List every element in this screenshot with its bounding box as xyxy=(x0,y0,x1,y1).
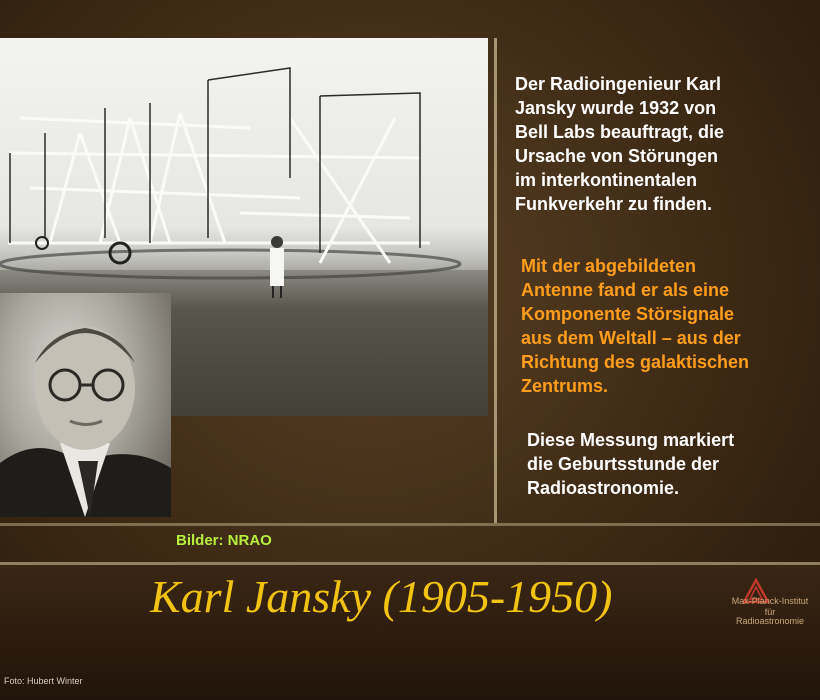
intro-line-4: Ursache von Störungen xyxy=(515,146,719,166)
logo-line-2: für xyxy=(764,607,776,617)
intro-line-2: Jansky wurde 1932 von xyxy=(515,98,717,118)
intro-line-3: Bell Labs beauftragt, die xyxy=(515,122,725,142)
conclusion-line-2: die Geburtsstunde der xyxy=(527,454,720,474)
photo-credit: Foto: Hubert Winter xyxy=(4,676,83,686)
horizontal-divider-upper xyxy=(0,523,820,526)
discovery-line-6: Zentrums. xyxy=(521,376,609,396)
vertical-divider xyxy=(494,38,497,523)
discovery-line-4: aus dem Weltall – aus der xyxy=(521,328,741,348)
discovery-line-2: Antenne fand er als eine xyxy=(521,280,730,300)
image-credit: Bilder: NRAO xyxy=(176,532,272,549)
conclusion-line-3: Radioastronomie. xyxy=(527,478,680,498)
conclusion-paragraph xyxy=(527,428,820,500)
discovery-paragraph xyxy=(521,254,820,398)
conclusion-line-1: Diese Messung markiert xyxy=(527,430,735,450)
slide-title: Karl Jansky (1905-1950) xyxy=(150,571,613,622)
discovery-line-1: Mit der abgebildeten xyxy=(521,256,697,276)
intro-paragraph xyxy=(515,72,820,216)
institute-logo xyxy=(720,578,820,638)
portrait-photo xyxy=(0,293,171,517)
discovery-line-5: Richtung des galaktischen xyxy=(521,352,750,372)
intro-line-5: im interkontinentalen xyxy=(515,170,698,190)
intro-line-6: Funkverkehr zu finden. xyxy=(515,194,713,214)
logo-line-1: Max-Planck-Institut xyxy=(731,596,809,606)
discovery-line-3: Komponente Störsignale xyxy=(521,304,735,324)
logo-line-3: Radioastronomie xyxy=(735,616,805,626)
intro-line-1: Der Radioingenieur Karl xyxy=(515,74,722,94)
